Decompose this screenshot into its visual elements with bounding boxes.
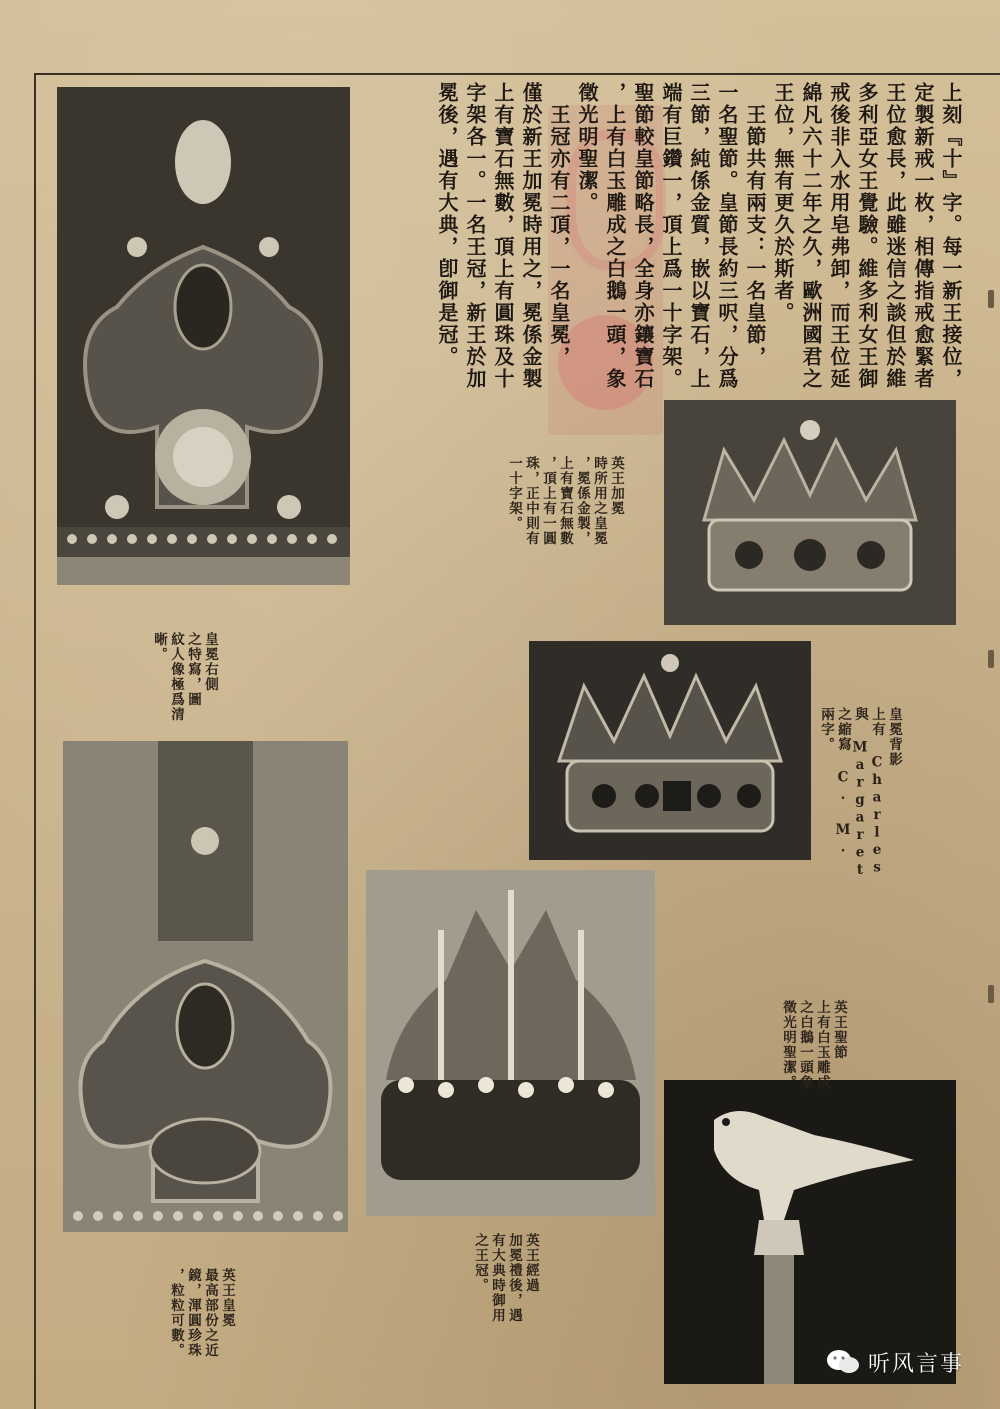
caption-line: 英王經過 [523, 1233, 539, 1293]
photo-state-crown [664, 400, 956, 625]
body-column: 戒後非入水用皂弗卸，而王位延 [827, 82, 851, 390]
caption-line: 時所用之皇冕 [591, 456, 607, 546]
caption-line: 有大典時御用 [489, 1233, 505, 1323]
caption-crown-back [817, 707, 902, 880]
body-column: 綿凡六十二年之久，歐洲國君之 [799, 82, 823, 390]
body-column: 定製新戒一枚，相傳指戒愈緊者 [911, 82, 935, 390]
caption-line: ，冕係金製， [574, 456, 590, 546]
caption-line: 之王冠。 [472, 1233, 488, 1293]
caption-line: 晰。 [151, 632, 167, 662]
left-rule [34, 73, 36, 1409]
caption-line: 之縮寫 C. M. [835, 707, 851, 857]
edge-mark [988, 985, 994, 1003]
body-column: 上有寶石無數，頂上有圓珠及十 [491, 82, 515, 390]
edge-mark [988, 650, 994, 668]
caption-crown-side-detail [150, 632, 218, 722]
watermark-text: 听风言事 [868, 1351, 965, 1377]
body-column: 徵光明聖潔。 [575, 82, 599, 214]
caption-line: 皇冕背影 [886, 707, 902, 767]
photo-imperial-crown [366, 870, 655, 1216]
caption-line: 上有白玉雕成 [814, 1000, 830, 1090]
caption-line: 英王加冕 [608, 456, 624, 516]
photo-sceptre-dove [664, 1080, 956, 1384]
caption-line: 英王皇冕 [219, 1268, 235, 1328]
caption-line: 之特寫，圖 [185, 632, 201, 707]
caption-line: ，粒粒可數。 [168, 1268, 184, 1358]
body-column: 王位愈長，此雖迷信之談但於維 [883, 82, 907, 390]
caption-line: 英王聖節 [831, 1000, 847, 1060]
caption-line: 與 Margaret [852, 707, 868, 880]
edge-mark [988, 290, 994, 308]
body-column: 冕後，遇有大典，卽御是冠。 [435, 82, 459, 368]
caption-line: 上有寶石無數 [557, 456, 573, 546]
body-column: 聖節較皇節略長，全身亦鑲寶石 [631, 82, 655, 390]
caption-line: 加冕禮後，遇 [506, 1233, 522, 1323]
body-column: 王冠亦有二頂，一名皇冕， [547, 82, 571, 368]
body-column: 三節，純係金質，嵌以寶石，上 [687, 82, 711, 390]
caption-line: ，頂上有一圓 [540, 456, 556, 546]
caption-line: 兩字。 [818, 707, 834, 752]
body-column: 端有巨鑽一，頂上爲一十字架。 [659, 82, 683, 390]
caption-sceptre-dove [779, 1000, 847, 1090]
photo-crown-back [529, 641, 811, 860]
body-column: 上刻『十』字。每一新王接位， [939, 82, 963, 390]
caption-line: 珠，正中則有 [523, 456, 539, 546]
body-column: 僅於新王加冕時用之，冕係金製 [519, 82, 543, 390]
caption-line: 徵光明聖潔。 [780, 1000, 796, 1090]
body-column: 多利亞女王覺驗。維多利女王御 [855, 82, 879, 390]
photo-crown-top-detail [63, 741, 348, 1232]
body-column: ，上有白玉雕成之白鵝一頭，象 [603, 82, 627, 390]
body-column: 一名聖節。皇節長約三呎，分爲 [715, 82, 739, 390]
photo-crown-side-detail [57, 87, 350, 585]
caption-state-crown [505, 456, 624, 546]
caption-line: 一十字架。 [506, 456, 522, 531]
caption-imperial-crown [471, 1233, 539, 1323]
body-column: 字架各一。一名王冠，新王於加 [463, 82, 487, 390]
body-column: 王節共有兩支：一名皇節， [743, 82, 767, 368]
caption-line: 最高部份之近 [202, 1268, 218, 1358]
wechat-icon [826, 1348, 860, 1376]
caption-line: 之白鵝一頭象 [797, 1000, 813, 1090]
caption-crown-top-detail [167, 1268, 235, 1358]
caption-line: 上有 Charles [869, 707, 885, 877]
caption-line: 紋人像極爲清 [168, 632, 184, 722]
body-column: 王位，無有更久於斯者。 [771, 82, 795, 324]
watermark [826, 1344, 964, 1380]
caption-line: 鏡，渾圓珍珠 [185, 1268, 201, 1358]
caption-line: 皇冕右側 [202, 632, 218, 692]
top-rule [34, 73, 1000, 75]
